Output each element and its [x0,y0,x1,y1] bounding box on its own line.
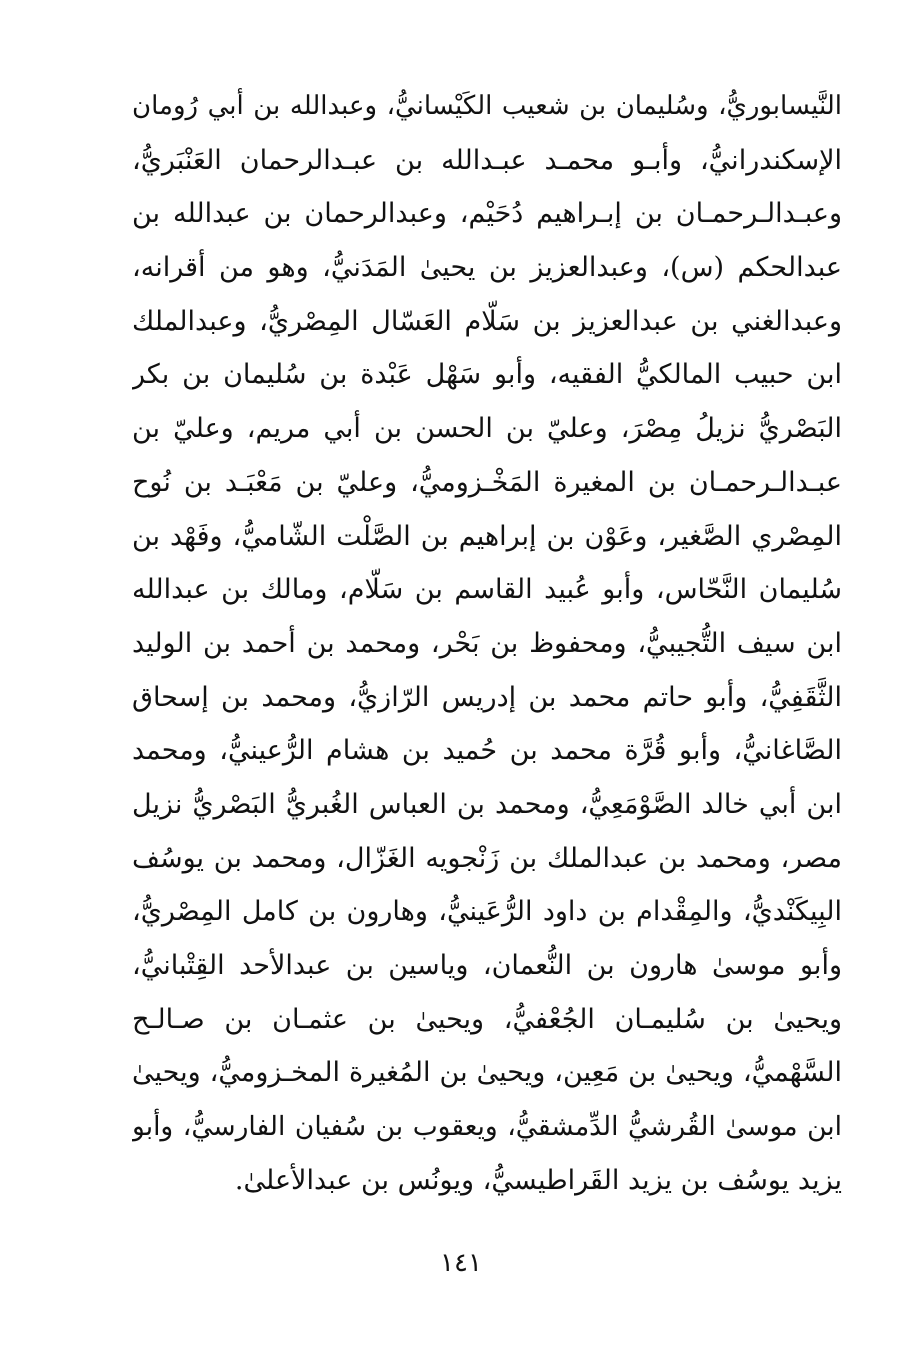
text-line: مصر، ومحمد بن عبدالملك بن زَنْجويه الغَزّال، ومحمد بن يوسُف [132,842,842,874]
text-line: الصَّاغانيُّ، وأبو قُرَّة محمد بن حُميد بن هشام الرُّعينيُّ، ومحمد [132,735,842,767]
text-line: عبـدالـرحمـان بن المغيرة المَخْـزوميُّ، وعليّ بن مَعْبَـد بن نُوح [132,466,842,498]
text-line: ويحيىٰ بن سُليمـان الجُعْفيُّ، ويحيىٰ بن عثمـان بن صـالـح [132,1003,842,1035]
text-line: يزيد يوسُف بن يزيد القَراطيسيُّ، ويونُس بن عبدالأعلىٰ. [234,1164,842,1196]
text-line: البِيكَنْديُّ، والمِقْدام بن داود الرُّعَينيُّ، وهارون بن كامل المِصْريُّ، [132,896,842,928]
text-line: السَّهْميُّ، ويحيىٰ بن مَعِين، ويحيىٰ بن المُغيرة المخـزوميُّ، ويحيىٰ [132,1057,842,1089]
text-line: الثَّقَفِيُّ، وأبو حاتم محمد بن إدريس الرّازيُّ، ومحمد بن إسحاق [132,681,842,713]
page-number: ١٤١ [440,1248,482,1278]
text-line: وعبدالغني بن عبدالعزيز بن سَلّام العَسّال المِصْريُّ، وعبدالملك [132,305,842,337]
text-line: ابن أبي خالد الصَّوْمَعِيُّ، ومحمد بن العباس الغُبريُّ البَصْريُّ نزيل [132,788,842,820]
text-line: النَّيسابوريُّ، وسُليمان بن شعيب الكَيْسانيُّ، وعبدالله بن أبي رُومان [132,91,842,121]
text-line: وأبو موسىٰ هارون بن النُّعمان، وياسين بن عبدالأحد القِتْبانيُّ، [132,950,842,981]
body-text [132,80,842,1207]
text-line: ابن سيف التُّجيبيُّ، ومحفوظ بن بَحْر، ومحمد بن أحمد بن الوليد [132,627,842,659]
text-line: ابن حبيب المالكيُّ الفقيه، وأبو سَهْل عَبْدة بن سُليمان بن بكر [132,359,842,391]
text-line: ابن موسىٰ القُرشيُّ الدِّمشقيُّ، ويعقوب بن سُفيان الفارسيُّ، وأبو [132,1111,842,1143]
text-line: البَصْريُّ نزيلُ مِصْرَ، وعليّ بن الحسن بن أبي مريم، وعليّ بن [132,413,842,445]
text-line: الإسكندرانيُّ، وأبـو محمـد عبـدالله بن عبـدالرحمان العَنْبَريُّ، [132,144,842,176]
text-line: وعبـدالـرحمـان بن إبـراهيم دُحَيْم، وعبدالرحمان بن عبدالله بن [132,198,842,230]
text-line: سُليمان النَّحّاس، وأبو عُبيد القاسم بن سَلّام، ومالك بن عبدالله [132,574,842,606]
text-line: عبدالحكم (س)، وعبدالعزيز بن يحيىٰ المَدَنيُّ، وهو من أقرانه، [132,252,842,284]
text-line: المِصْري الصَّغير، وعَوْن بن إبراهيم بن الصَّلْت الشّاميُّ، وفَهْد بن [132,520,842,552]
